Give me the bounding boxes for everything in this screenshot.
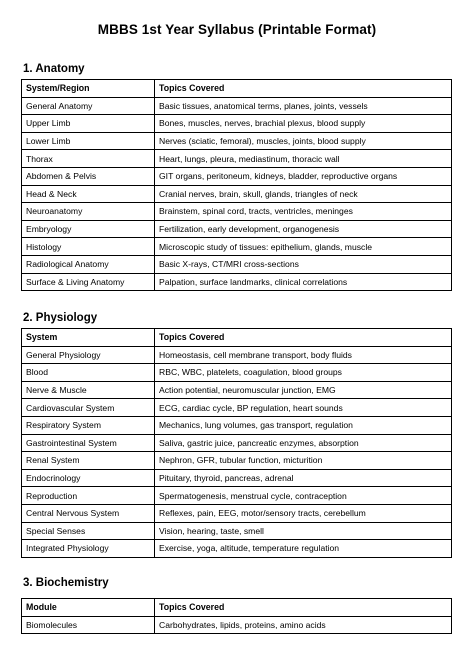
table-row (22, 487, 452, 505)
topics-cell: Action potential, neuromuscular junction, EMG (155, 381, 452, 399)
table-row (22, 273, 452, 291)
row-label-cell: Blood (22, 364, 155, 382)
table-row (22, 220, 452, 238)
biochemistry-table (21, 598, 452, 634)
column-header: Topics Covered (155, 329, 452, 347)
topics-cell: Nephron, GFR, tubular function, micturition (155, 452, 452, 470)
document-title: MBBS 1st Year Syllabus (Printable Format) (97, 22, 377, 37)
topics-cell: Saliva, gastric juice, pancreatic enzymes, absorption (155, 434, 452, 452)
column-header: System (22, 329, 155, 347)
topics-cell: Pituitary, thyroid, pancreas, adrenal (155, 469, 452, 487)
table-row (22, 364, 452, 382)
row-label-cell: Biomolecules (22, 616, 155, 634)
row-label-cell: Embryology (22, 220, 155, 238)
topics-cell: Palpation, surface landmarks, clinical correlations (155, 273, 452, 291)
row-label-cell: Integrated Physiology (22, 540, 155, 558)
row-label-cell: Surface & Living Anatomy (22, 273, 155, 291)
topics-cell: Vision, hearing, taste, smell (155, 522, 452, 540)
table-row (22, 167, 452, 185)
table-row (22, 522, 452, 540)
topics-cell: Microscopic study of tissues: epithelium, glands, muscle (155, 238, 452, 256)
table-row (22, 381, 452, 399)
column-header: System/Region (22, 80, 155, 98)
table-row (22, 185, 452, 203)
table-row (22, 346, 452, 364)
row-label-cell: Neuroanatomy (22, 203, 155, 221)
table-row (22, 469, 452, 487)
row-label-cell: General Anatomy (22, 97, 155, 115)
row-label-cell: Histology (22, 238, 155, 256)
table-row (22, 255, 452, 273)
biochemistry-heading: 3. Biochemistry (23, 577, 109, 589)
row-label-cell: Thorax (22, 150, 155, 168)
row-label-cell: Gastrointestinal System (22, 434, 155, 452)
row-label-cell: General Physiology (22, 346, 155, 364)
topics-cell: Exercise, yoga, altitude, temperature regulation (155, 540, 452, 558)
topics-cell: ECG, cardiac cycle, BP regulation, heart sounds (155, 399, 452, 417)
table-header-row (22, 599, 452, 617)
table-row (22, 416, 452, 434)
topics-cell: Fertilization, early development, organogenesis (155, 220, 452, 238)
topics-cell: Heart, lungs, pleura, mediastinum, thoracic wall (155, 150, 452, 168)
table-header-row (22, 329, 452, 347)
row-label-cell: Respiratory System (22, 416, 155, 434)
column-header: Module (22, 599, 155, 617)
table-row (22, 434, 452, 452)
topics-cell: GIT organs, peritoneum, kidneys, bladder, reproductive organs (155, 167, 452, 185)
table-row (22, 399, 452, 417)
row-label-cell: Central Nervous System (22, 504, 155, 522)
table-row (22, 238, 452, 256)
row-label-cell: Special Senses (22, 522, 155, 540)
table-row (22, 504, 452, 522)
table-row (22, 540, 452, 558)
anatomy-heading: 1. Anatomy (23, 63, 85, 75)
row-label-cell: Nerve & Muscle (22, 381, 155, 399)
table-header-row (22, 80, 452, 98)
topics-cell: Basic X-rays, CT/MRI cross-sections (155, 255, 452, 273)
topics-cell: Basic tissues, anatomical terms, planes, joints, vessels (155, 97, 452, 115)
row-label-cell: Upper Limb (22, 115, 155, 133)
topics-cell: Carbohydrates, lipids, proteins, amino acids (155, 616, 452, 634)
row-label-cell: Abdomen & Pelvis (22, 167, 155, 185)
topics-cell: Homeostasis, cell membrane transport, body fluids (155, 346, 452, 364)
column-header: Topics Covered (155, 80, 452, 98)
row-label-cell: Lower Limb (22, 132, 155, 150)
topics-cell: Mechanics, lung volumes, gas transport, regulation (155, 416, 452, 434)
topics-cell: Spermatogenesis, menstrual cycle, contraception (155, 487, 452, 505)
table-row (22, 132, 452, 150)
table-row (22, 203, 452, 221)
topics-cell: Brainstem, spinal cord, tracts, ventricles, meninges (155, 203, 452, 221)
row-label-cell: Endocrinology (22, 469, 155, 487)
row-label-cell: Radiological Anatomy (22, 255, 155, 273)
table-row (22, 452, 452, 470)
table-row (22, 115, 452, 133)
topics-cell: Cranial nerves, brain, skull, glands, triangles of neck (155, 185, 452, 203)
row-label-cell: Reproduction (22, 487, 155, 505)
table-row (22, 616, 452, 634)
row-label-cell: Cardiovascular System (22, 399, 155, 417)
topics-cell: Nerves (sciatic, femoral), muscles, joints, blood supply (155, 132, 452, 150)
row-label-cell: Renal System (22, 452, 155, 470)
physiology-heading: 2. Physiology (23, 312, 98, 324)
column-header: Topics Covered (155, 599, 452, 617)
physiology-table (21, 328, 452, 558)
anatomy-table (21, 79, 452, 291)
table-row (22, 97, 452, 115)
row-label-cell: Head & Neck (22, 185, 155, 203)
topics-cell: Bones, muscles, nerves, brachial plexus, blood supply (155, 115, 452, 133)
topics-cell: RBC, WBC, platelets, coagulation, blood groups (155, 364, 452, 382)
topics-cell: Reflexes, pain, EEG, motor/sensory tracts, cerebellum (155, 504, 452, 522)
table-row (22, 150, 452, 168)
